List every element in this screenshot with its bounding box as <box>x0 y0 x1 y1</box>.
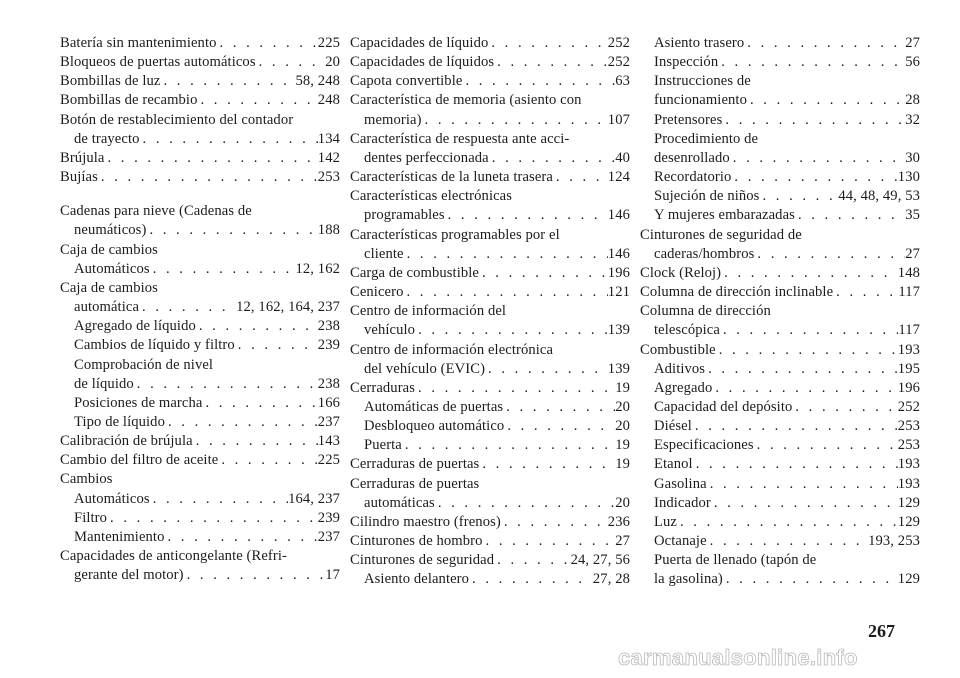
page-reference: 107 <box>607 111 630 128</box>
dot-leader <box>184 566 326 585</box>
index-subentry <box>640 360 920 379</box>
dot-leader <box>754 245 905 264</box>
index-term: Característica de memoria (asiento con <box>350 92 582 109</box>
index-subentry <box>60 509 340 528</box>
index-term: Gasolina <box>654 475 707 492</box>
index-subentry <box>60 336 340 355</box>
index-term: Brújula <box>60 149 105 166</box>
dot-leader <box>462 72 615 91</box>
index-column-middle <box>350 34 630 590</box>
index-term: Automáticas de puertas <box>364 398 504 415</box>
dot-leader <box>196 317 318 336</box>
index-entry <box>350 513 630 532</box>
page-reference: 134 <box>317 130 340 147</box>
index-term: Procedimiento de <box>654 130 759 147</box>
index-subentry <box>640 532 920 551</box>
page-reference: 225 <box>317 452 340 469</box>
index-subentry <box>640 436 920 455</box>
index-entry <box>640 341 920 360</box>
index-term: Mantenimiento <box>74 528 165 545</box>
page-reference: 44, 48, 49, 53 <box>838 188 920 205</box>
index-term: Automáticos <box>74 490 150 507</box>
page-reference: 139 <box>607 360 630 377</box>
index-subentry <box>350 436 630 455</box>
index-term: Cambio del filtro de aceite <box>60 452 219 469</box>
index-term: Capacidades de anticongelante (Refri- <box>60 548 287 565</box>
page-reference: 146 <box>607 207 630 224</box>
index-term: telescópica <box>654 322 720 339</box>
index-subentry <box>640 53 920 72</box>
page-reference: 56 <box>905 54 920 71</box>
watermark: carmanualsonline.info <box>618 645 858 670</box>
page-reference: 20 <box>615 418 630 435</box>
index-term: desenrollado <box>654 149 730 166</box>
index-subentry <box>640 455 920 474</box>
dot-leader <box>707 532 868 551</box>
dot-leader <box>404 245 608 264</box>
index-entry <box>350 53 630 72</box>
index-entry <box>640 283 920 302</box>
page-reference: 24, 27, 56 <box>570 552 630 569</box>
dot-leader <box>720 321 898 340</box>
page-reference: 142 <box>317 149 340 166</box>
index-term: Etanol <box>654 456 693 473</box>
dot-leader <box>692 417 898 436</box>
index-subentry <box>640 513 920 532</box>
index-term: funcionamiento <box>654 92 747 109</box>
index-subentry <box>640 494 920 513</box>
index-entry <box>60 432 340 451</box>
page-reference: 58, 248 <box>295 73 340 90</box>
index-term: Automáticos <box>74 260 150 277</box>
dot-leader <box>479 455 615 474</box>
index-term: del vehículo (EVIC) <box>364 360 486 377</box>
dot-leader <box>193 432 318 451</box>
page-reference: 237 <box>317 528 340 545</box>
index-entry <box>350 91 630 129</box>
dot-leader <box>435 494 615 513</box>
index-entry <box>350 379 630 398</box>
index-entry <box>60 168 340 187</box>
index-term: Cinturones de seguridad de <box>640 226 802 243</box>
index-subentry <box>640 551 920 589</box>
index-term: memoria) <box>364 111 422 128</box>
index-term: Instrucciones de <box>654 73 751 90</box>
page-reference: 12, 162 <box>295 260 340 277</box>
index-term: Agregado de líquido <box>74 318 196 335</box>
page-reference: 27, 28 <box>592 571 630 588</box>
index-term: Tipo de líquido <box>74 413 165 430</box>
page-reference: 196 <box>607 264 630 281</box>
dot-leader <box>107 509 318 528</box>
page-reference: 63 <box>615 73 630 90</box>
index-term: Cerraduras de puertas <box>350 475 480 492</box>
index-term: Bujías <box>60 169 98 186</box>
index-term: la gasolina) <box>654 571 723 588</box>
index-entry <box>60 53 340 72</box>
index-term: Calibración de brújula <box>60 433 193 450</box>
dot-leader <box>792 398 897 417</box>
page-reference: 239 <box>317 509 340 526</box>
index-term: Característica de respuesta ante acci- <box>350 130 570 147</box>
page-reference: 20 <box>325 54 340 71</box>
index-term: programables <box>364 207 445 224</box>
page-reference: 253 <box>897 418 920 435</box>
index-term: Posiciones de marcha <box>74 394 203 411</box>
dot-leader <box>731 168 897 187</box>
dot-leader <box>488 34 607 53</box>
index-subentry <box>640 206 920 225</box>
index-subentry <box>640 168 920 187</box>
dot-leader <box>795 206 905 225</box>
page-reference: 27 <box>905 35 920 51</box>
index-entry <box>640 264 920 283</box>
index-entry <box>350 130 630 168</box>
index-term: Comprobación de nivel <box>74 356 214 373</box>
index-subentry <box>60 490 340 509</box>
index-term: Puerta de llenado (tapón de <box>654 552 817 569</box>
index-term: Características de la luneta trasera <box>350 169 553 186</box>
dot-leader <box>747 91 905 110</box>
index-entry <box>350 551 630 570</box>
index-entry <box>60 451 340 470</box>
page-reference: 139 <box>607 322 630 339</box>
index-term: Especificaciones <box>654 437 754 454</box>
index-entry <box>60 34 340 53</box>
page-reference: 20 <box>615 494 630 511</box>
index-subentry <box>350 570 630 589</box>
index-entry <box>60 91 340 110</box>
index-entry <box>350 226 630 264</box>
index-term: caderas/hombros <box>654 245 755 262</box>
dot-leader <box>489 149 615 168</box>
index-term: Capacidades de líquidos <box>350 54 495 71</box>
dot-leader <box>161 72 296 91</box>
dot-leader <box>146 221 317 240</box>
index-term: Clock (Reloj) <box>640 264 722 281</box>
dot-leader <box>721 264 898 283</box>
page-reference: 19 <box>615 437 630 454</box>
dot-leader <box>139 298 236 317</box>
page-reference: 248 <box>317 92 340 109</box>
index-term: Carga de combustible <box>350 264 479 281</box>
page-reference: 117 <box>898 284 920 301</box>
dot-leader <box>403 283 607 302</box>
dot-leader <box>716 341 898 360</box>
dot-leader <box>150 260 296 279</box>
index-subentry <box>640 379 920 398</box>
dot-leader <box>705 360 898 379</box>
index-term: Combustible <box>640 341 716 358</box>
dot-leader <box>722 111 905 130</box>
dot-leader <box>483 532 616 551</box>
index-subentry <box>640 111 920 130</box>
index-entry <box>350 455 630 474</box>
dot-leader <box>693 455 898 474</box>
index-term: Caja de cambios <box>60 241 158 258</box>
page-reference: 237 <box>317 413 340 430</box>
index-term: Cinturones de seguridad <box>350 552 495 569</box>
page-reference: 121 <box>607 284 630 301</box>
index-term: Batería sin mantenimiento <box>60 35 217 51</box>
dot-leader <box>711 494 898 513</box>
index-term: Desbloqueo automático <box>364 418 505 435</box>
dot-leader <box>150 490 288 509</box>
index-entry <box>350 72 630 91</box>
index-term: neumáticos) <box>74 222 147 239</box>
index-entry <box>60 202 340 240</box>
dot-leader <box>504 417 615 436</box>
index-term: dentes perfeccionada <box>364 149 489 166</box>
dot-leader <box>503 398 615 417</box>
index-entry <box>350 283 630 302</box>
dot-leader <box>202 394 317 413</box>
index-term: Sujeción de niños <box>654 188 760 205</box>
index-subentry <box>640 417 920 436</box>
index-term: Y mujeres embarazadas <box>654 207 795 224</box>
dot-leader <box>718 53 905 72</box>
dot-leader <box>501 513 608 532</box>
index-term: de trayecto <box>74 130 140 147</box>
page-reference: 28 <box>905 92 920 109</box>
index-term: Cambios <box>60 471 113 488</box>
index-term: Luz <box>654 513 677 530</box>
index-column-left <box>60 34 340 585</box>
index-term: Centro de información del <box>350 303 507 320</box>
dot-leader <box>707 475 898 494</box>
index-term: Cadenas para nieve (Cadenas de <box>60 203 252 220</box>
index-subentry <box>640 187 920 206</box>
page-reference: 19 <box>615 456 630 473</box>
index-term: Cerraduras de puertas <box>350 456 480 473</box>
index-term: Cenicero <box>350 284 404 301</box>
dot-leader <box>197 91 317 110</box>
page-reference: 124 <box>607 169 630 186</box>
page-reference: 252 <box>897 398 920 415</box>
index-term: Columna de dirección inclinable <box>640 284 834 301</box>
dot-leader <box>104 149 317 168</box>
index-subentry <box>60 356 340 394</box>
page-reference: 129 <box>897 571 920 588</box>
index-term: Características programables por el <box>350 226 560 243</box>
page-reference: 12, 162, 164, 237 <box>236 299 340 316</box>
index-entry <box>350 187 630 225</box>
index-subentry <box>60 317 340 336</box>
index-term: Filtro <box>74 509 108 526</box>
index-entry <box>350 302 630 340</box>
page-reference: 20 <box>615 398 630 415</box>
index-subentry <box>60 528 340 547</box>
page-reference: 117 <box>898 322 920 339</box>
index-entry <box>640 226 920 264</box>
index-term: Recordatorio <box>654 169 732 186</box>
index-term: Bombillas de luz <box>60 73 161 90</box>
page-reference: 193 <box>897 475 920 492</box>
page-reference: 252 <box>607 54 630 71</box>
dot-leader <box>744 34 905 53</box>
page-reference: 129 <box>897 513 920 530</box>
index-term: Capacidades de líquido <box>350 35 489 51</box>
index-term: Cilindro maestro (frenos) <box>350 513 501 530</box>
page-reference: 32 <box>905 111 920 128</box>
dot-leader <box>415 379 615 398</box>
dot-leader <box>98 168 318 187</box>
dot-leader <box>402 436 615 455</box>
page-reference: 130 <box>897 169 920 186</box>
index-subentry <box>640 34 920 53</box>
page-reference: 164, 237 <box>288 490 340 507</box>
index-entry <box>60 241 340 279</box>
index-term: Asiento trasero <box>654 35 745 51</box>
page-reference: 19 <box>615 379 630 396</box>
index-term: vehículo <box>364 322 416 339</box>
index-entry <box>350 34 630 53</box>
index-subentry <box>350 417 630 436</box>
index-subentry <box>350 398 630 417</box>
index-term: Caja de cambios <box>60 279 158 296</box>
index-term: Capota convertible <box>350 73 463 90</box>
index-entry <box>60 72 340 91</box>
dot-leader <box>164 528 317 547</box>
dot-leader <box>723 570 898 589</box>
index-subentry <box>640 72 920 110</box>
index-term: automática <box>74 299 140 316</box>
page-reference: 193 <box>897 341 920 358</box>
index-term: Agregado <box>654 379 713 396</box>
index-entry <box>60 149 340 168</box>
index-term: Octanaje <box>654 533 707 550</box>
dot-leader <box>445 206 608 225</box>
dot-leader <box>712 379 897 398</box>
dot-leader <box>677 513 898 532</box>
index-term: Puerta <box>364 437 402 454</box>
index-entry <box>350 168 630 187</box>
index-term: Asiento delantero <box>364 571 470 588</box>
page-reference: 166 <box>317 394 340 411</box>
dot-leader <box>165 413 318 432</box>
dot-leader <box>833 283 898 302</box>
index-subentry <box>640 475 920 494</box>
index-term: Capacidad del depósito <box>654 398 793 415</box>
dot-leader <box>494 551 570 570</box>
index-term: Indicador <box>654 494 711 511</box>
page-reference: 253 <box>897 437 920 454</box>
page-reference: 239 <box>317 337 340 354</box>
index-subentry <box>60 413 340 432</box>
index-entry <box>350 532 630 551</box>
index-entry <box>350 475 630 513</box>
dot-leader <box>479 264 608 283</box>
page-number: 267 <box>868 621 895 641</box>
index-subentry <box>640 130 920 168</box>
index-term: de líquido <box>74 375 134 392</box>
index-entry <box>640 302 920 340</box>
index-term: Cambios de líquido y filtro <box>74 337 235 354</box>
index-term: Bombillas de recambio <box>60 92 198 109</box>
index-term: Características electrónicas <box>350 188 513 205</box>
index-term: automáticas <box>364 494 435 511</box>
index-term: Botón de restablecimiento del contador <box>60 111 294 128</box>
page-reference: 17 <box>325 567 340 584</box>
page-reference: 193, 253 <box>868 533 920 550</box>
dot-leader <box>469 570 593 589</box>
dot-leader <box>218 451 317 470</box>
index-term: Diésel <box>654 418 692 435</box>
dot-leader <box>422 111 608 130</box>
dot-leader <box>485 360 608 379</box>
index-entry <box>350 341 630 379</box>
index-term: Bloqueos de puertas automáticos <box>60 54 256 71</box>
dot-leader <box>553 168 608 187</box>
index-term: Pretensores <box>654 111 723 128</box>
index-term: Aditivos <box>654 360 706 377</box>
index-term: cliente <box>364 245 404 262</box>
index-term: gerante del motor) <box>74 567 184 584</box>
dot-leader <box>494 53 608 72</box>
page-reference: 188 <box>317 222 340 239</box>
page-reference: 40 <box>615 149 630 166</box>
page-reference: 143 <box>317 433 340 450</box>
page-reference: 129 <box>897 494 920 511</box>
index-term: Inspección <box>654 54 719 71</box>
page-reference: 148 <box>897 264 920 281</box>
page-reference: 236 <box>607 513 630 530</box>
index-entry <box>60 470 340 489</box>
index-entry <box>60 547 340 585</box>
index-entry <box>60 279 340 317</box>
dot-leader <box>134 375 318 394</box>
index-term: Centro de información electrónica <box>350 341 554 358</box>
dot-leader <box>415 321 608 340</box>
page-reference: 238 <box>317 375 340 392</box>
dot-leader <box>140 130 318 149</box>
index-entry <box>350 264 630 283</box>
page-reference: 196 <box>897 379 920 396</box>
index-subentry <box>60 394 340 413</box>
page-reference: 27 <box>615 533 630 550</box>
index-term: Columna de dirección <box>640 303 771 320</box>
index-column-right <box>640 34 920 590</box>
index-entry <box>60 111 340 149</box>
page-reference: 238 <box>317 318 340 335</box>
dot-leader <box>256 53 326 72</box>
page-reference: 146 <box>607 245 630 262</box>
page-reference: 30 <box>905 149 920 166</box>
dot-leader <box>217 34 318 53</box>
dot-leader <box>759 187 838 206</box>
index-term: Cerraduras <box>350 379 416 396</box>
page-reference: 225 <box>317 35 340 51</box>
dot-leader <box>730 149 905 168</box>
page-reference: 35 <box>905 207 920 224</box>
index-term: Cinturones de hombro <box>350 533 483 550</box>
dot-leader <box>235 336 318 355</box>
page-reference: 27 <box>905 245 920 262</box>
page-reference: 253 <box>317 169 340 186</box>
index-subentry <box>640 398 920 417</box>
page-reference: 195 <box>897 360 920 377</box>
dot-leader <box>754 436 898 455</box>
page-reference: 193 <box>897 456 920 473</box>
page-reference: 252 <box>607 35 630 51</box>
